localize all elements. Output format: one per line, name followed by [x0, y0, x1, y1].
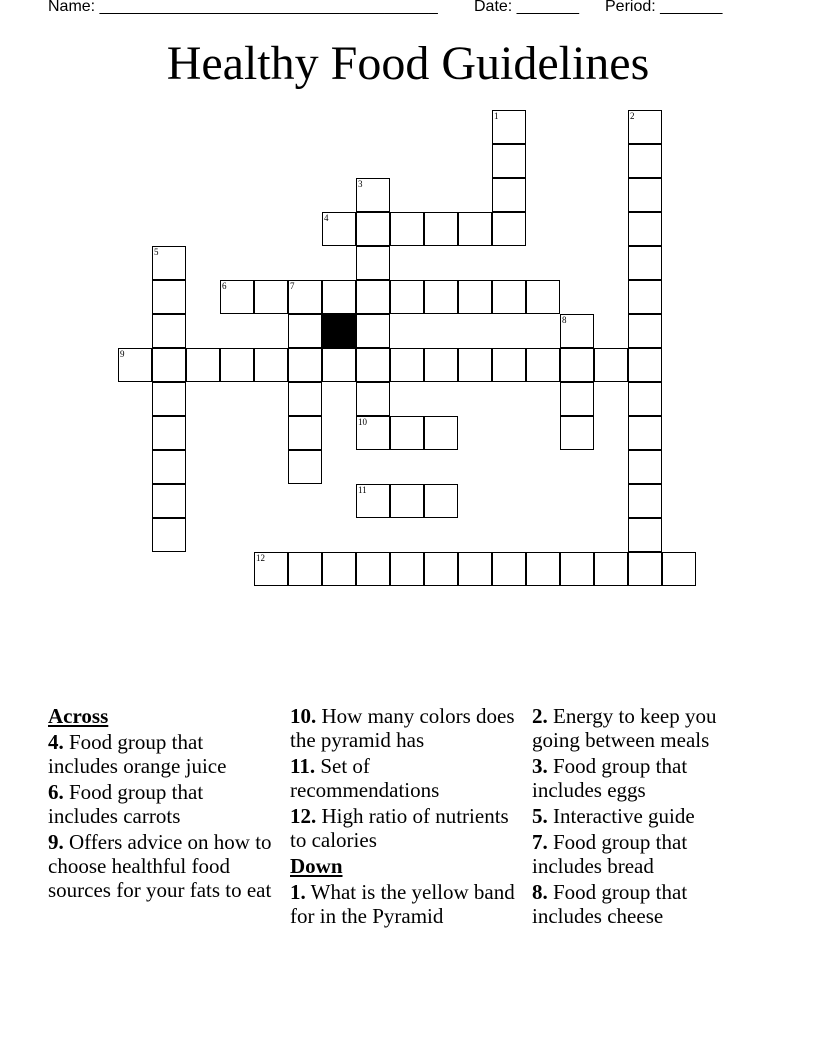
grid-cell[interactable]: [254, 280, 288, 314]
grid-cell[interactable]: [458, 348, 492, 382]
clue-down-2: 2. Energy to keep you going between meals: [532, 704, 717, 752]
grid-cell[interactable]: [118, 348, 152, 382]
clue-number: 7: [290, 281, 295, 291]
grid-cell[interactable]: [356, 416, 390, 450]
grid-cell[interactable]: [492, 178, 526, 212]
grid-cell[interactable]: [356, 382, 390, 416]
grid-cell[interactable]: [254, 348, 288, 382]
clue-down-8: 8. Food group that includes cheese: [532, 880, 688, 928]
grid-cell[interactable]: [594, 348, 628, 382]
clue-across-12: 12. High ratio of nutrients to calories: [290, 804, 509, 852]
grid-cell[interactable]: [186, 348, 220, 382]
grid-cell[interactable]: [628, 348, 662, 382]
black-square: [322, 314, 356, 348]
grid-cell[interactable]: [152, 450, 186, 484]
grid-cell[interactable]: [662, 552, 696, 586]
grid-cell[interactable]: [356, 552, 390, 586]
grid-cell[interactable]: [356, 314, 390, 348]
clue-number: 10: [358, 417, 367, 427]
clue-across-4: 4. Food group that includes orange juice: [48, 730, 227, 778]
clue-number: 5: [154, 247, 159, 257]
grid-cell[interactable]: [492, 280, 526, 314]
grid-cell[interactable]: [492, 212, 526, 246]
grid-cell[interactable]: [526, 280, 560, 314]
clue-number: 6: [222, 281, 227, 291]
grid-cell[interactable]: [288, 314, 322, 348]
grid-cell[interactable]: [254, 552, 288, 586]
grid-cell[interactable]: [560, 314, 594, 348]
grid-cell[interactable]: [152, 314, 186, 348]
grid-cell[interactable]: [492, 144, 526, 178]
grid-cell[interactable]: [152, 518, 186, 552]
clue-column-3: [532, 704, 762, 930]
clue-down-5: 5. Interactive guide: [532, 804, 695, 828]
clue-across-6: 6. Food group that includes carrots: [48, 780, 204, 828]
grid-cell[interactable]: [628, 314, 662, 348]
grid-cell[interactable]: [288, 450, 322, 484]
grid-cell[interactable]: [322, 212, 356, 246]
grid-cell[interactable]: [152, 382, 186, 416]
grid-cell[interactable]: [390, 552, 424, 586]
grid-cell[interactable]: [390, 212, 424, 246]
grid-cell[interactable]: [322, 348, 356, 382]
grid-cell[interactable]: [390, 348, 424, 382]
grid-cell[interactable]: [152, 484, 186, 518]
grid-cell[interactable]: [220, 348, 254, 382]
grid-cell[interactable]: [560, 416, 594, 450]
clue-across-11: 11. Set of recommendations: [290, 754, 440, 802]
grid-cell[interactable]: [628, 144, 662, 178]
grid-cell[interactable]: [152, 348, 186, 382]
clue-down-7: 7. Food group that includes bread: [532, 830, 688, 878]
grid-cell[interactable]: [526, 348, 560, 382]
grid-cell[interactable]: [628, 280, 662, 314]
grid-cell[interactable]: [526, 552, 560, 586]
clue-down-3: 3. Food group that includes eggs: [532, 754, 688, 802]
grid-cell[interactable]: [356, 280, 390, 314]
period-field[interactable]: Period: _______: [605, 0, 723, 15]
grid-cell[interactable]: [424, 484, 458, 518]
grid-cell[interactable]: [628, 518, 662, 552]
grid-cell[interactable]: [458, 280, 492, 314]
grid-cell[interactable]: [458, 552, 492, 586]
grid-cell[interactable]: [220, 280, 254, 314]
clue-column-2: [290, 704, 522, 930]
clue-number: 3: [358, 179, 363, 189]
grid-cell[interactable]: [152, 280, 186, 314]
grid-cell[interactable]: [288, 416, 322, 450]
grid-cell[interactable]: [390, 484, 424, 518]
grid-cell[interactable]: [152, 416, 186, 450]
grid-cell[interactable]: [424, 212, 458, 246]
date-field[interactable]: Date: _______: [474, 0, 579, 15]
grid-cell[interactable]: [628, 552, 662, 586]
grid-cell[interactable]: [424, 280, 458, 314]
grid-cell[interactable]: [288, 280, 322, 314]
grid-cell[interactable]: [322, 552, 356, 586]
grid-cell[interactable]: [424, 416, 458, 450]
grid-cell[interactable]: [356, 212, 390, 246]
clue-number: 4: [324, 213, 329, 223]
grid-cell[interactable]: [390, 280, 424, 314]
clue-column-1: [48, 704, 278, 904]
grid-cell[interactable]: [492, 348, 526, 382]
page-title: Healthy Food Guidelines: [166, 37, 650, 90]
grid-cell[interactable]: [356, 348, 390, 382]
clue-across-10: 10. How many colors does the pyramid has: [290, 704, 515, 752]
grid-cell[interactable]: [356, 246, 390, 280]
grid-cell[interactable]: [390, 416, 424, 450]
grid-cell[interactable]: [152, 246, 186, 280]
grid-cell[interactable]: [492, 110, 526, 144]
clue-number: 9: [120, 349, 125, 359]
clue-number: 11: [358, 485, 367, 495]
grid-cell[interactable]: [288, 552, 322, 586]
clue-number: 1: [494, 111, 499, 121]
grid-cell[interactable]: [594, 552, 628, 586]
grid-cell[interactable]: [424, 348, 458, 382]
grid-cell[interactable]: [356, 178, 390, 212]
clue-number: 2: [630, 111, 635, 121]
clue-across-9: 9. Offers advice on how to choose healthful food sources for your fats to eat: [48, 830, 272, 902]
grid-cell[interactable]: [628, 246, 662, 280]
grid-cell[interactable]: [628, 416, 662, 450]
grid-cell[interactable]: [424, 552, 458, 586]
grid-cell[interactable]: [628, 484, 662, 518]
grid-cell[interactable]: [628, 212, 662, 246]
grid-cell[interactable]: [288, 382, 322, 416]
grid-cell[interactable]: [628, 110, 662, 144]
down-heading: Down: [290, 854, 343, 878]
name-field[interactable]: Name: ______________________________________: [48, 0, 438, 15]
grid-cell[interactable]: [560, 552, 594, 586]
grid-cell[interactable]: [628, 178, 662, 212]
clue-down-1: 1. What is the yellow band for in the Pyramid: [290, 880, 515, 928]
grid-cell[interactable]: [492, 552, 526, 586]
clue-number: 8: [562, 315, 567, 325]
grid-cell[interactable]: [560, 348, 594, 382]
across-heading: Across: [48, 704, 109, 728]
grid-cell[interactable]: [288, 348, 322, 382]
grid-cell[interactable]: [356, 484, 390, 518]
grid-cell[interactable]: [628, 382, 662, 416]
grid-cell[interactable]: [322, 280, 356, 314]
grid-cell[interactable]: [560, 382, 594, 416]
grid-cell[interactable]: [628, 450, 662, 484]
grid-cell[interactable]: [458, 212, 492, 246]
clue-number: 12: [256, 553, 265, 563]
